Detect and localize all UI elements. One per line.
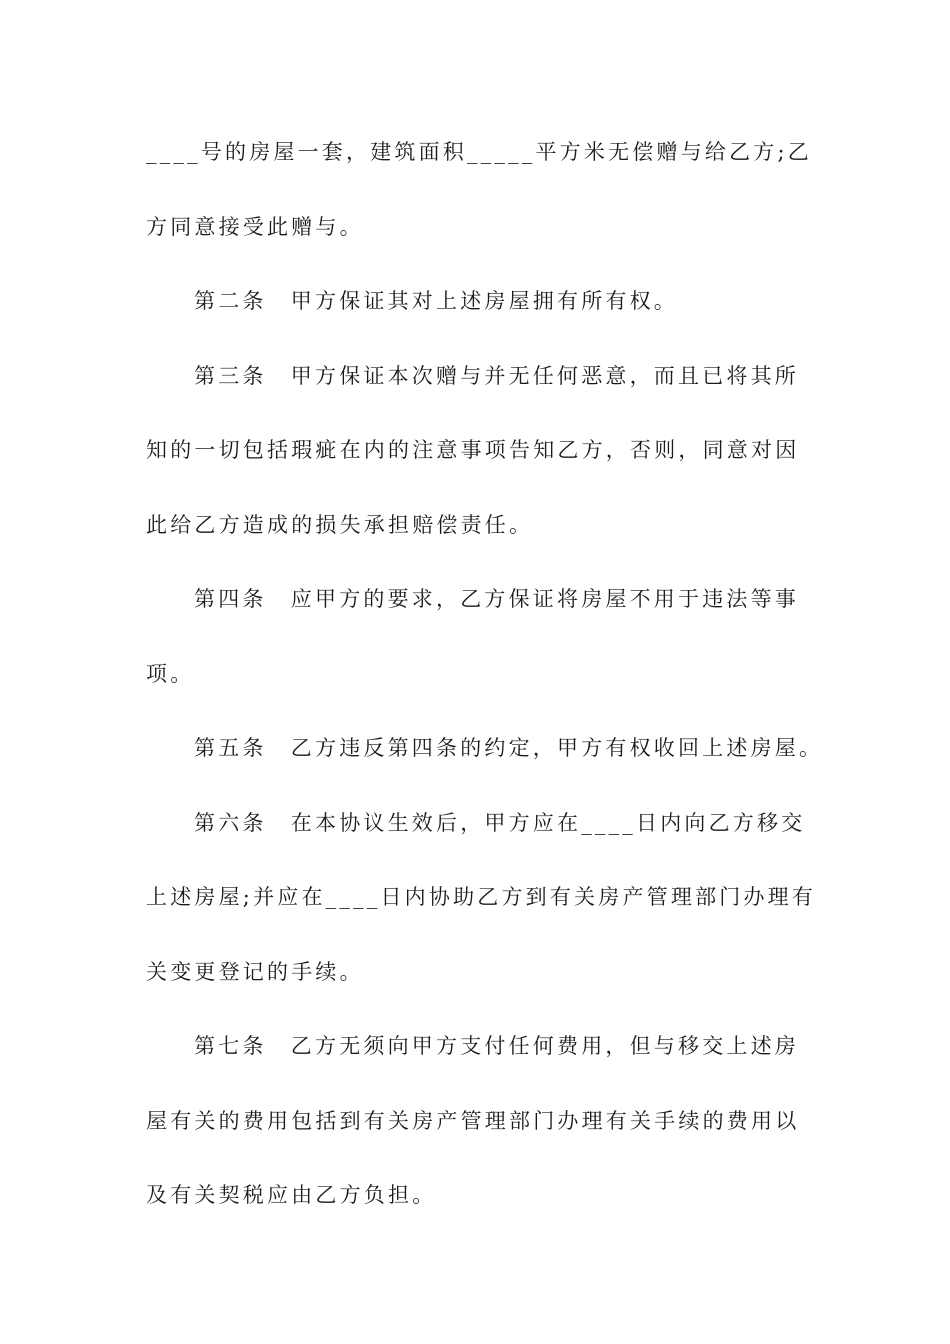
document-page bbox=[146, 122, 824, 1240]
text-line: 知的一切包括瑕疵在内的注意事项告知乙方，否则，同意对因 bbox=[146, 438, 800, 462]
text-line: 屋有关的费用包括到有关房产管理部门办理有关手续的费用以 bbox=[146, 1108, 800, 1133]
text-line: 方同意接受此赠与。 bbox=[146, 214, 364, 239]
text-line: 关变更登记的手续。 bbox=[146, 959, 364, 984]
text-line: ____号的房屋一套，建筑面积_____平方米无偿赠与给乙方;乙 bbox=[146, 140, 812, 164]
text-line: 及有关契税应由乙方负担。 bbox=[146, 1183, 437, 1207]
article-3-line: 第三条 甲方保证本次赠与并无任何恶意，而且已将其所 bbox=[194, 363, 799, 388]
article-7-line: 第七条 乙方无须向甲方支付任何费用，但与移交上述房 bbox=[194, 1034, 799, 1058]
article-4-line: 第四条 应甲方的要求，乙方保证将房屋不用于违法等事 bbox=[194, 587, 799, 611]
article-6-line: 第六条 在本协议生效后，甲方应在____日内向乙方移交 bbox=[194, 810, 806, 835]
article-5-line: 第五条 乙方违反第四条的约定，甲方有权收回上述房屋。 bbox=[194, 736, 824, 760]
text-line: 此给乙方造成的损失承担赔偿责任。 bbox=[146, 512, 534, 537]
article-2-line: 第二条 甲方保证其对上述房屋拥有所有权。 bbox=[194, 289, 678, 313]
text-line: 上述房屋;并应在____日内协助乙方到有关房产管理部门办理有 bbox=[146, 885, 817, 909]
text-line: 项。 bbox=[146, 661, 195, 686]
